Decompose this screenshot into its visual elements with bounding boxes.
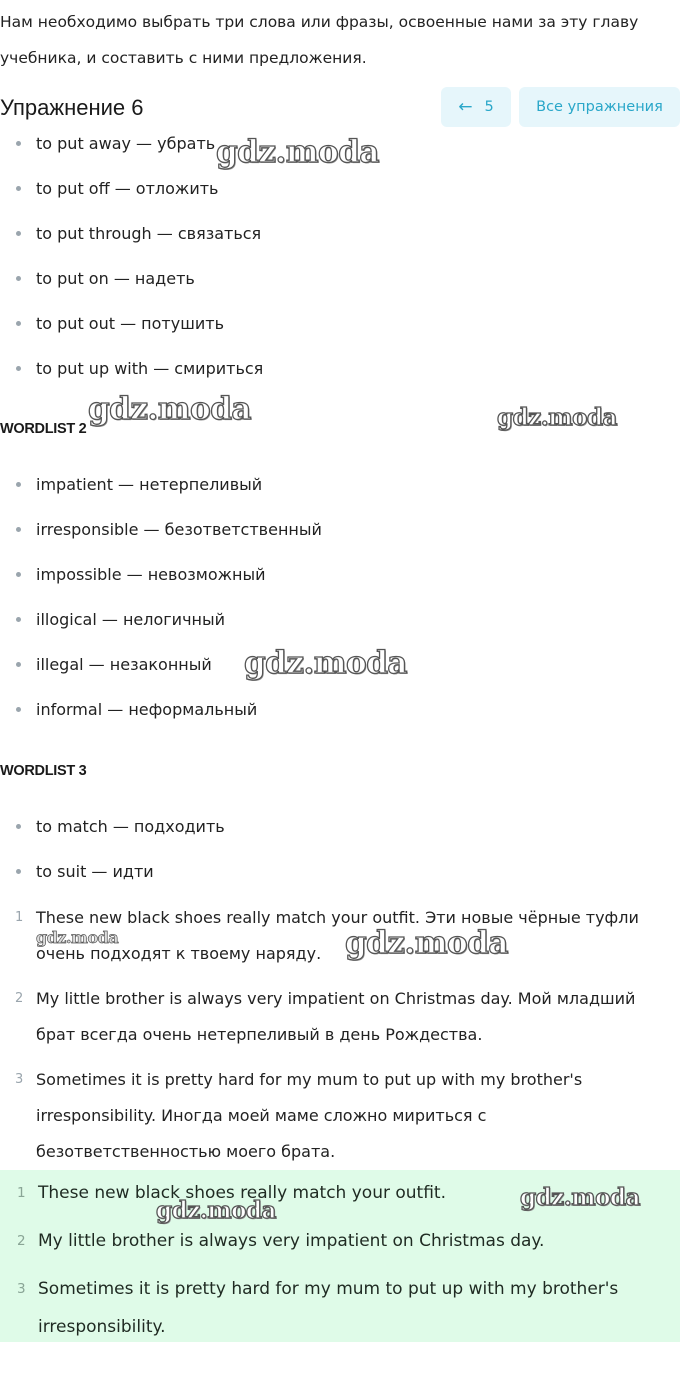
- list-item: [0, 849, 680, 894]
- answer-item: [0, 1174, 680, 1212]
- list-item-text: to suit — идти: [36, 862, 154, 881]
- sentence-item: [0, 1062, 680, 1170]
- list-item: [0, 552, 680, 597]
- sentence-item: [0, 900, 680, 972]
- sentence-number: 2: [15, 991, 24, 1006]
- answer-text: My little brother is always very impatient on Christmas day.: [38, 1231, 545, 1251]
- list-item-text: illogical — нелогичный: [36, 610, 226, 629]
- wordlist-2: [0, 462, 680, 732]
- bullet-icon: [16, 231, 21, 236]
- answer-item: [0, 1222, 680, 1260]
- sentence-number: 3: [15, 1072, 24, 1087]
- bullet-icon: [16, 527, 21, 532]
- list-item-text: impossible — невозможный: [36, 565, 266, 584]
- list-item-text: to put on — надеть: [36, 269, 195, 288]
- answer-text: Sometimes it is pretty hard for my mum to put up with my brother's irresponsibility.: [38, 1279, 619, 1337]
- bullet-icon: [16, 572, 21, 577]
- previous-exercise-number: 5: [484, 99, 494, 115]
- list-item-text: to put through — связаться: [36, 224, 262, 243]
- list-item: [0, 687, 680, 732]
- list-item: [0, 462, 680, 507]
- list-item: [0, 301, 680, 346]
- list-item-text: informal — неформальный: [36, 700, 258, 719]
- list-item-text: to put up with — смириться: [36, 359, 264, 378]
- answer-number: 3: [17, 1281, 26, 1297]
- watermark: gdz.moda: [36, 928, 119, 947]
- wordlist-3: [0, 804, 680, 894]
- sentence-text: These new black shoes really match your outfit. Эти новые чёрные туфли очень подходят к твоему наряду.: [36, 908, 639, 963]
- answer-list: [0, 1174, 680, 1356]
- list-item: [0, 211, 680, 256]
- watermark: gdz.moda: [88, 391, 251, 427]
- bullet-icon: [16, 482, 21, 487]
- list-item-text: irresponsible — безответственный: [36, 520, 322, 539]
- answer-number: 2: [17, 1233, 26, 1249]
- bullet-icon: [16, 662, 21, 667]
- exercise-title: Упражнение 6: [0, 95, 144, 120]
- answer-number: 1: [17, 1185, 26, 1201]
- example-sentences: [0, 900, 680, 1179]
- list-item: [0, 642, 680, 687]
- sentence-text: Sometimes it is pretty hard for my mum to put up with my brother's irresponsibility. Иногда моей маме сложно мириться с безответственностью моего брата.: [36, 1070, 583, 1161]
- sentence-item: [0, 981, 680, 1053]
- bullet-icon: [16, 366, 21, 371]
- all-exercises-button[interactable]: Все упражнения: [519, 87, 680, 127]
- answer-text: These new black shoes really match your outfit.: [38, 1183, 446, 1203]
- list-item-text: to put away — убрать: [36, 134, 216, 153]
- list-item: [0, 121, 680, 166]
- list-item: [0, 804, 680, 849]
- watermark: gdz.moda: [345, 925, 508, 961]
- sentence-text: My little brother is always very impatient on Christmas day. Мой младший брат всегда очень нетерпеливый в день Рождества.: [36, 989, 636, 1044]
- list-item-text: to put off — отложить: [36, 179, 219, 198]
- watermark: gdz.moda: [244, 645, 407, 681]
- list-item-text: impatient — нетерпеливый: [36, 475, 263, 494]
- wordlist-3-heading: WORDLIST 3: [0, 763, 87, 779]
- bullet-icon: [16, 617, 21, 622]
- watermark: gdz.moda: [216, 134, 379, 170]
- list-item: [0, 507, 680, 552]
- list-item: [0, 346, 680, 391]
- bullet-icon: [16, 141, 21, 146]
- bullet-icon: [16, 707, 21, 712]
- wordlist-2-heading: WORDLIST 2: [0, 421, 87, 437]
- answer-item: [0, 1270, 680, 1346]
- wordlist-1: [0, 121, 680, 391]
- list-item-text: to match — подходить: [36, 817, 225, 836]
- sentence-number: 1: [15, 910, 24, 925]
- list-item: [0, 166, 680, 211]
- list-item-text: to put out — потушить: [36, 314, 225, 333]
- list-item: [0, 597, 680, 642]
- arrow-left-icon: ←: [458, 97, 473, 117]
- answer-box: [0, 1170, 680, 1342]
- bullet-icon: [16, 824, 21, 829]
- watermark: gdz.moda: [156, 1197, 276, 1224]
- bullet-icon: [16, 186, 21, 191]
- watermark: gdz.moda: [520, 1184, 640, 1211]
- bullet-icon: [16, 869, 21, 874]
- list-item-text: illegal — незаконный: [36, 655, 212, 674]
- bullet-icon: [16, 321, 21, 326]
- watermark: gdz.moda: [497, 404, 617, 431]
- intro-text: Нам необходимо выбрать три слова или фразы, освоенные нами за эту главу учебника, и составить с ними предложения.: [0, 13, 639, 67]
- list-item: [0, 256, 680, 301]
- exercise-header: [0, 92, 680, 124]
- bullet-icon: [16, 276, 21, 281]
